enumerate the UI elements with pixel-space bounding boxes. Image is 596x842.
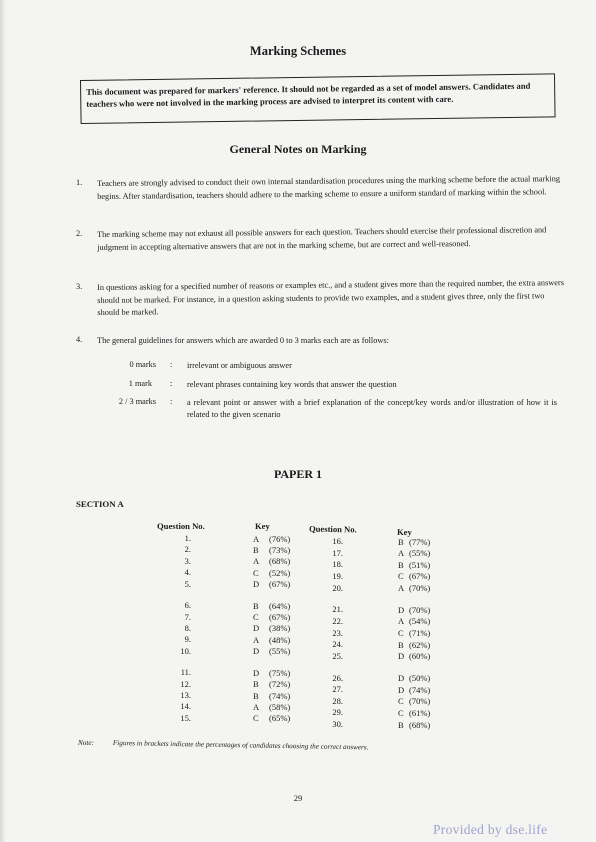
question-number: 19. — [332, 570, 343, 581]
answer-key: C — [398, 707, 404, 718]
answer-percentage: (75%) — [269, 667, 291, 678]
question-number: 16. — [332, 536, 343, 546]
answer-percentage: (52%) — [269, 567, 291, 578]
note-number: 1. — [76, 178, 83, 187]
answer-percentage: (54%) — [409, 616, 431, 627]
question-number: 4. — [184, 567, 191, 578]
answer-percentage: (64%) — [269, 600, 291, 611]
answer-key: B — [253, 690, 259, 701]
answer-key: D — [398, 651, 405, 662]
answer-percentage: (65%) — [269, 713, 291, 724]
answer-key: B — [253, 544, 259, 555]
question-number: 26. — [332, 672, 343, 683]
answer-key: C — [398, 628, 404, 639]
question-number: 1. — [184, 533, 191, 543]
answer-percentage: (50%) — [409, 673, 431, 683]
page-title: Marking Schemes — [249, 44, 347, 58]
answer-key: A — [253, 533, 260, 544]
answer-percentage: (70%) — [409, 583, 431, 594]
marks-label: 2 / 3 marks — [118, 397, 156, 406]
answer-key: C — [398, 696, 404, 707]
answer-key: D — [253, 579, 260, 590]
marks-description: relevant phrases containing key words that answer the question — [187, 380, 397, 389]
note-label: Note: — [78, 739, 94, 747]
provided-by-watermark: Provided by dse.life — [433, 822, 548, 837]
answer-percentage: (77%) — [409, 536, 431, 547]
answer-key: B — [398, 536, 404, 547]
answer-key: C — [398, 571, 404, 582]
note-paragraph: The marking scheme may not exhaust all possible answers for each question. Teachers should exercise their professional discretion and judgment in accepting alternative answers that are not in the marking scheme, but are correct and well-reasoned. — [97, 225, 547, 252]
answer-percentage: (70%) — [409, 604, 431, 615]
note-paragraph: The general guidelines for answers which are awarded 0 to 3 marks each are as follows: — [97, 336, 389, 345]
question-number: 28. — [332, 695, 343, 706]
answer-percentage: (62%) — [409, 639, 431, 650]
answer-percentage: (67%) — [269, 579, 291, 590]
question-number: 30. — [332, 719, 343, 730]
answer-key: A — [398, 616, 405, 627]
note-number: 4. — [76, 335, 83, 344]
answer-percentage: (72%) — [269, 679, 291, 690]
header-question-no: Question No. — [157, 521, 205, 531]
marks-description: irrelevant or ambiguous answer — [187, 361, 292, 370]
question-number: 23. — [332, 627, 343, 638]
question-number: 8. — [184, 622, 191, 633]
question-number: 24. — [332, 639, 343, 650]
answer-key: B — [398, 559, 404, 570]
question-number: 29. — [332, 707, 343, 718]
note-number: 3. — [76, 282, 83, 291]
question-number: 27. — [332, 684, 343, 695]
general-notes-title: General Notes on Marking — [229, 142, 367, 156]
answer-percentage: (74%) — [269, 690, 291, 701]
answer-percentage: (67%) — [409, 571, 431, 582]
answer-percentage: (51%) — [409, 559, 431, 570]
answer-key: C — [253, 567, 259, 578]
answer-key: D — [253, 623, 260, 634]
question-number: 20. — [332, 582, 343, 593]
note-paragraph: Teachers are strongly advised to conduct their own internal standardisation procedures using the marking scheme before the actual marking begins. After standardisation, teachers should adhere to the marking scheme to ensure a uniform standard of marking within the school. — [97, 174, 561, 201]
answer-key: A — [398, 548, 405, 559]
answer-percentage: (71%) — [409, 628, 431, 639]
marks-colon: : — [170, 379, 173, 388]
marks-description: a relevant point or answer with a brief explanation of the concept/key words and/or illustration of how it is related to the given scenario — [187, 398, 557, 419]
note-paragraph: In questions asking for a specified number of reasons or examples etc., and a student gives more than the required number, the extra answers should not be marked. For instance, in a question asking students to provide two examples, and a student gives three, only the first two should be marked. — [97, 278, 565, 317]
question-number: 15. — [180, 712, 191, 723]
header-key: Key — [396, 526, 412, 538]
section-heading: SECTION A — [76, 499, 124, 509]
marks-label: 1 mark — [128, 379, 152, 388]
answer-percentage: (74%) — [409, 684, 431, 695]
answer-key: C — [253, 713, 259, 724]
note-number: 2. — [76, 229, 83, 238]
answer-key: B — [398, 719, 404, 730]
answer-percentage: (55%) — [409, 548, 431, 559]
answer-percentage: (61%) — [409, 707, 431, 718]
marks-colon: : — [170, 397, 173, 406]
answer-key: A — [253, 556, 260, 567]
header-question-no: Question No. — [308, 523, 357, 535]
answer-percentage: (70%) — [409, 696, 431, 707]
answer-percentage: (76%) — [269, 533, 291, 544]
answer-key: A — [398, 583, 405, 594]
answer-key: C — [253, 612, 259, 623]
answer-percentage: (48%) — [269, 634, 291, 645]
question-number: 25. — [332, 650, 343, 661]
notice-box: This document was prepared for markers' reference. It should not be regarded as a set of model answers. Candidates and teachers who were not involved in the marking process are advised to interpret its content with care. — [80, 73, 556, 124]
question-number: 17. — [332, 547, 343, 558]
answer-percentage: (73%) — [269, 544, 291, 555]
answer-percentage: (67%) — [269, 612, 291, 623]
question-number: 22. — [332, 615, 343, 626]
answer-key: D — [398, 604, 405, 615]
question-number: 18. — [332, 559, 343, 570]
answer-key: D — [398, 684, 405, 695]
question-number: 7. — [184, 611, 191, 622]
question-number: 11. — [180, 667, 191, 678]
answer-percentage: (60%) — [409, 651, 431, 662]
answer-key: B — [253, 679, 259, 690]
answer-key: B — [253, 600, 259, 611]
question-number: 2. — [184, 544, 191, 555]
answer-percentage: (68%) — [269, 556, 291, 567]
question-number: 6. — [184, 600, 191, 611]
question-number: 12. — [180, 678, 191, 689]
answer-key: D — [253, 667, 260, 678]
answer-percentage: (55%) — [269, 646, 291, 657]
marks-label: 0 marks — [129, 360, 156, 369]
answer-percentage: (68%) — [409, 719, 431, 730]
answer-key: A — [253, 634, 260, 645]
answer-key: B — [398, 639, 404, 650]
page-number: 29 — [293, 793, 303, 803]
answer-percentage: (58%) — [269, 701, 291, 712]
question-number: 3. — [184, 555, 191, 566]
question-number: 21. — [332, 604, 343, 615]
scan-edge-shadow — [0, 0, 6, 842]
answer-key: D — [253, 646, 260, 657]
paper-title: PAPER 1 — [273, 467, 323, 481]
answer-key: A — [253, 701, 260, 712]
question-number: 14. — [180, 701, 191, 712]
question-number: 5. — [184, 578, 191, 589]
note-text: Figures in brackets indicate the percentages of candidates choosing the correct answers. — [112, 739, 369, 752]
question-number: 9. — [184, 634, 191, 645]
header-key: Key — [255, 521, 270, 531]
answer-percentage: (38%) — [269, 623, 291, 634]
question-number: 10. — [180, 645, 191, 656]
answer-key: D — [398, 673, 405, 683]
question-number: 13. — [180, 690, 191, 701]
marks-colon: : — [170, 360, 173, 369]
